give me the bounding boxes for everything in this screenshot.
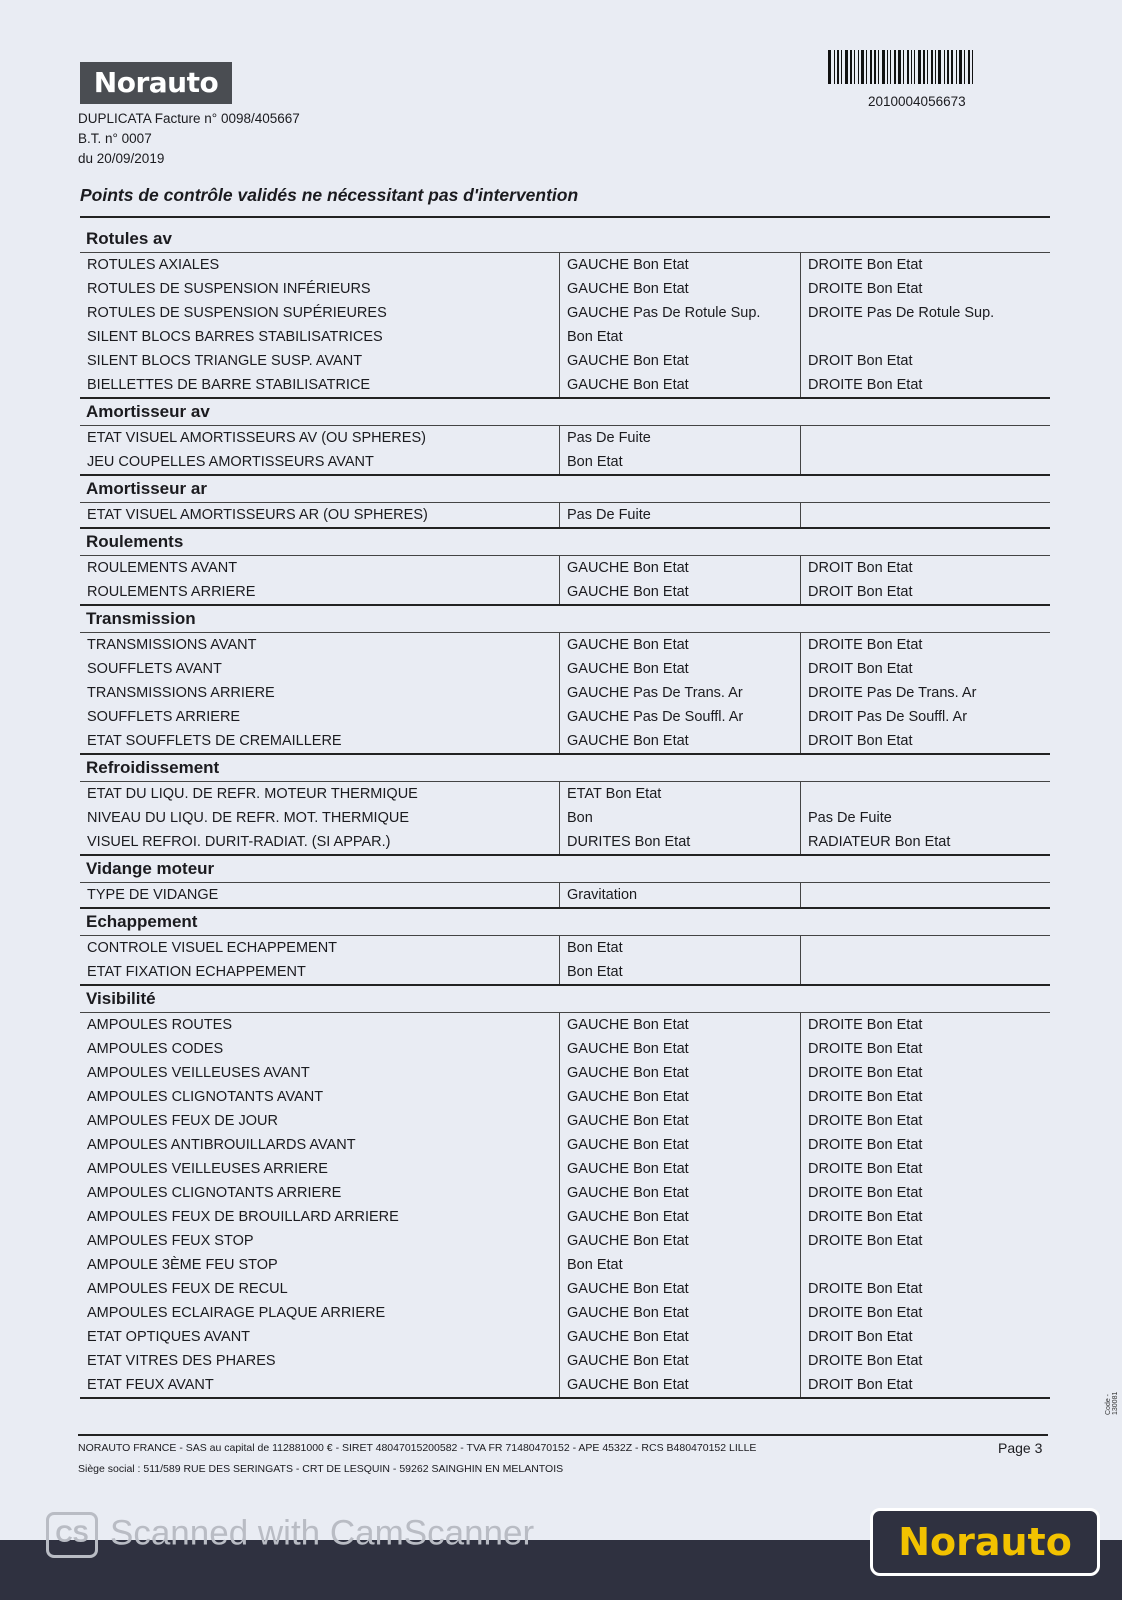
right-status: DROITE Bon Etat (808, 1353, 923, 1369)
right-status (801, 960, 1050, 984)
table-row (80, 830, 1050, 854)
left-status: GAUCHE Pas De Trans. Ar (560, 681, 801, 705)
right-status: DROITE Bon Etat (808, 1017, 923, 1033)
check-item: AMPOULES VEILLEUSES AVANT (80, 1061, 560, 1085)
table-row (80, 883, 1050, 907)
right-status: Pas De Fuite (808, 810, 892, 826)
table-row (80, 1253, 1050, 1277)
check-item: TYPE DE VIDANGE (80, 883, 560, 907)
left-status: GAUCHE Bon Etat (560, 1013, 801, 1037)
left-status: GAUCHE Bon Etat (560, 1325, 801, 1349)
table-row (80, 960, 1050, 984)
table-row (80, 1181, 1050, 1205)
left-status: Bon Etat (560, 450, 801, 474)
right-status: DROITE Bon Etat (808, 1041, 923, 1057)
left-status: Bon Etat (560, 936, 801, 960)
group-title: Amortisseur av (80, 399, 1050, 426)
barcode-icon (828, 50, 1020, 84)
check-item: ETAT FEUX AVANT (80, 1373, 560, 1397)
group-title: Roulements (80, 529, 1050, 556)
left-status: GAUCHE Bon Etat (560, 1229, 801, 1253)
right-status: DROITE Bon Etat (808, 1137, 923, 1153)
table-group (80, 399, 1050, 476)
table-row (80, 253, 1050, 277)
left-status: GAUCHE Bon Etat (560, 580, 801, 604)
left-status: GAUCHE Bon Etat (560, 1157, 801, 1181)
left-status: Pas De Fuite (560, 426, 801, 450)
page-number: Page 3 (998, 1440, 1043, 1456)
right-status: DROITE Bon Etat (808, 377, 923, 393)
table-row (80, 806, 1050, 830)
right-status: DROIT Bon Etat (808, 560, 913, 576)
table-row (80, 426, 1050, 450)
left-status: GAUCHE Bon Etat (560, 253, 801, 277)
check-item: ROTULES DE SUSPENSION SUPÉRIEURES (80, 301, 560, 325)
right-status: DROIT Bon Etat (808, 661, 913, 677)
barcode-number: 2010004056673 (868, 94, 966, 109)
check-item: AMPOULES FEUX DE JOUR (80, 1109, 560, 1133)
left-status: GAUCHE Pas De Rotule Sup. (560, 301, 801, 325)
check-item: TRANSMISSIONS AVANT (80, 633, 560, 657)
table-row (80, 782, 1050, 806)
duplicata-number: DUPLICATA Facture n° 0098/405667 (78, 111, 300, 126)
right-status: DROITE Bon Etat (808, 1185, 923, 1201)
left-status: DURITES Bon Etat (560, 830, 801, 854)
table-row (80, 1301, 1050, 1325)
check-item: ROULEMENTS AVANT (80, 556, 560, 580)
group-title: Vidange moteur (80, 856, 1050, 883)
table-row (80, 633, 1050, 657)
table-row (80, 1325, 1050, 1349)
table-group (80, 856, 1050, 909)
right-status: DROIT Bon Etat (808, 353, 913, 369)
right-status: DROIT Bon Etat (808, 1377, 913, 1393)
check-item: NIVEAU DU LIQU. DE REFR. MOT. THERMIQUE (80, 806, 560, 830)
check-item: ROTULES DE SUSPENSION INFÉRIEURS (80, 277, 560, 301)
table-row (80, 325, 1050, 349)
document-meta (78, 109, 300, 169)
table-group (80, 986, 1050, 1399)
right-status: DROIT Bon Etat (808, 1329, 913, 1345)
table-group (80, 226, 1050, 399)
table-row (80, 657, 1050, 681)
table-row (80, 373, 1050, 397)
table-row (80, 936, 1050, 960)
check-item: AMPOULE 3ÈME FEU STOP (80, 1253, 560, 1277)
right-status: DROIT Pas De Souffl. Ar (808, 709, 968, 725)
check-item: VISUEL REFROI. DURIT-RADIAT. (SI APPAR.) (80, 830, 560, 854)
left-status: Bon Etat (560, 960, 801, 984)
check-item: SILENT BLOCS BARRES STABILISATRICES (80, 325, 560, 349)
table-row (80, 705, 1050, 729)
check-item: AMPOULES CLIGNOTANTS ARRIERE (80, 1181, 560, 1205)
right-status: DROITE Bon Etat (808, 637, 923, 653)
right-status: DROITE Bon Etat (808, 1065, 923, 1081)
check-item: BIELLETTES DE BARRE STABILISATRICE (80, 373, 560, 397)
right-status (801, 325, 1050, 349)
left-status: GAUCHE Bon Etat (560, 657, 801, 681)
check-item: ROTULES AXIALES (80, 253, 560, 277)
right-status (801, 450, 1050, 474)
left-status: Bon Etat (560, 1253, 801, 1277)
check-item: AMPOULES ECLAIRAGE PLAQUE ARRIERE (80, 1301, 560, 1325)
control-points-table (80, 226, 1050, 1399)
check-item: AMPOULES CLIGNOTANTS AVANT (80, 1085, 560, 1109)
right-status: RADIATEUR Bon Etat (808, 834, 951, 850)
left-status: GAUCHE Bon Etat (560, 1133, 801, 1157)
table-row (80, 1205, 1050, 1229)
right-status: DROITE Bon Etat (808, 1209, 923, 1225)
left-status: GAUCHE Bon Etat (560, 1349, 801, 1373)
check-item: AMPOULES VEILLEUSES ARRIERE (80, 1157, 560, 1181)
check-item: AMPOULES ANTIBROUILLARDS AVANT (80, 1133, 560, 1157)
left-status: GAUCHE Bon Etat (560, 1373, 801, 1397)
right-status: DROITE Bon Etat (808, 257, 923, 273)
group-title: Refroidissement (80, 755, 1050, 782)
right-status (801, 1253, 1050, 1277)
left-status: GAUCHE Bon Etat (560, 1085, 801, 1109)
left-status: GAUCHE Bon Etat (560, 1109, 801, 1133)
check-item: TRANSMISSIONS ARRIERE (80, 681, 560, 705)
check-item: ROULEMENTS ARRIERE (80, 580, 560, 604)
right-status: DROITE Bon Etat (808, 1161, 923, 1177)
camscanner-watermark (46, 1512, 534, 1558)
right-status: DROITE Bon Etat (808, 1089, 923, 1105)
group-title: Rotules av (80, 226, 1050, 253)
right-status: DROITE Bon Etat (808, 1233, 923, 1249)
left-status: Bon Etat (560, 325, 801, 349)
camscanner-icon: CS (46, 1512, 98, 1558)
footer-address: Siège social : 511/589 RUE DES SERINGATS - CRT DE LESQUIN - 59262 SAINGHIN EN MELANTOIS (78, 1463, 564, 1475)
divider (78, 1434, 1048, 1436)
form-code: Code - 130081 (1105, 1391, 1119, 1415)
table-row (80, 580, 1050, 604)
table-row (80, 1349, 1050, 1373)
check-item: AMPOULES FEUX STOP (80, 1229, 560, 1253)
check-item: SOUFFLETS ARRIERE (80, 705, 560, 729)
check-item: ETAT OPTIQUES AVANT (80, 1325, 560, 1349)
check-item: ETAT VITRES DES PHARES (80, 1349, 560, 1373)
table-row (80, 729, 1050, 753)
table-row (80, 1277, 1050, 1301)
left-status: GAUCHE Bon Etat (560, 277, 801, 301)
table-group (80, 476, 1050, 529)
check-item: ETAT FIXATION ECHAPPEMENT (80, 960, 560, 984)
right-status (801, 883, 1050, 907)
left-status: GAUCHE Bon Etat (560, 1061, 801, 1085)
left-status: ETAT Bon Etat (560, 782, 801, 806)
table-row (80, 1085, 1050, 1109)
check-item: ETAT DU LIQU. DE REFR. MOTEUR THERMIQUE (80, 782, 560, 806)
table-group (80, 909, 1050, 986)
table-group (80, 755, 1050, 856)
table-row (80, 681, 1050, 705)
right-status (801, 503, 1050, 527)
watermark-text: Scanned with CamScanner (110, 1513, 535, 1553)
document-date: du 20/09/2019 (78, 151, 165, 166)
left-status: GAUCHE Bon Etat (560, 1205, 801, 1229)
check-item: JEU COUPELLES AMORTISSEURS AVANT (80, 450, 560, 474)
left-status: GAUCHE Bon Etat (560, 349, 801, 373)
left-status: GAUCHE Pas De Souffl. Ar (560, 705, 801, 729)
section-title: Points de contrôle validés ne nécessitant pas d'intervention (80, 185, 579, 205)
left-status: Gravitation (560, 883, 801, 907)
check-item: ETAT SOUFFLETS DE CREMAILLERE (80, 729, 560, 753)
left-status: GAUCHE Bon Etat (560, 1181, 801, 1205)
left-status: GAUCHE Bon Etat (560, 1277, 801, 1301)
table-row (80, 349, 1050, 373)
right-status: DROIT Bon Etat (808, 733, 913, 749)
right-status: DROIT Bon Etat (808, 584, 913, 600)
divider (80, 216, 1050, 218)
table-row (80, 1061, 1050, 1085)
group-title: Visibilité (80, 986, 1050, 1013)
check-item: ETAT VISUEL AMORTISSEURS AR (OU SPHERES) (80, 503, 560, 527)
table-row (80, 450, 1050, 474)
right-status: DROITE Bon Etat (808, 1305, 923, 1321)
table-row (80, 1013, 1050, 1037)
table-row (80, 1373, 1050, 1397)
check-item: AMPOULES CODES (80, 1037, 560, 1061)
table-row (80, 1229, 1050, 1253)
left-status: GAUCHE Bon Etat (560, 633, 801, 657)
right-status: DROITE Bon Etat (808, 1281, 923, 1297)
right-status: DROITE Bon Etat (808, 281, 923, 297)
table-row (80, 301, 1050, 325)
check-item: ETAT VISUEL AMORTISSEURS AV (OU SPHERES) (80, 426, 560, 450)
left-status: Pas De Fuite (560, 503, 801, 527)
left-status: GAUCHE Bon Etat (560, 556, 801, 580)
table-row (80, 1157, 1050, 1181)
left-status: GAUCHE Bon Etat (560, 1301, 801, 1325)
left-status: Bon (560, 806, 801, 830)
check-item: SOUFFLETS AVANT (80, 657, 560, 681)
check-item: CONTROLE VISUEL ECHAPPEMENT (80, 936, 560, 960)
right-status (801, 936, 1050, 960)
left-status: GAUCHE Bon Etat (560, 373, 801, 397)
table-row (80, 503, 1050, 527)
right-status (801, 426, 1050, 450)
right-status: DROITE Bon Etat (808, 1113, 923, 1129)
footer-legal: NORAUTO FRANCE - SAS au capital de 112881000 € - SIRET 48047015200582 - TVA FR 71480470152 - APE 4532Z - RCS B480470152 LILLE (78, 1442, 757, 1454)
group-title: Echappement (80, 909, 1050, 936)
table-row (80, 277, 1050, 301)
right-status: DROITE Pas De Rotule Sup. (808, 305, 995, 321)
right-status (801, 782, 1050, 806)
check-item: SILENT BLOCS TRIANGLE SUSP. AVANT (80, 349, 560, 373)
table-row (80, 1109, 1050, 1133)
table-row (80, 1037, 1050, 1061)
table-row (80, 1133, 1050, 1157)
check-item: AMPOULES ROUTES (80, 1013, 560, 1037)
table-group (80, 529, 1050, 606)
check-item: AMPOULES FEUX DE RECUL (80, 1277, 560, 1301)
norauto-bottom-logo: Norauto (870, 1508, 1100, 1576)
bt-number: B.T. n° 0007 (78, 131, 152, 146)
right-status: DROITE Pas De Trans. Ar (808, 685, 977, 701)
group-title: Transmission (80, 606, 1050, 633)
table-row (80, 556, 1050, 580)
table-group (80, 606, 1050, 755)
left-status: GAUCHE Bon Etat (560, 1037, 801, 1061)
check-item: AMPOULES FEUX DE BROUILLARD ARRIERE (80, 1205, 560, 1229)
norauto-logo: Norauto (80, 62, 232, 104)
left-status: GAUCHE Bon Etat (560, 729, 801, 753)
group-title: Amortisseur ar (80, 476, 1050, 503)
